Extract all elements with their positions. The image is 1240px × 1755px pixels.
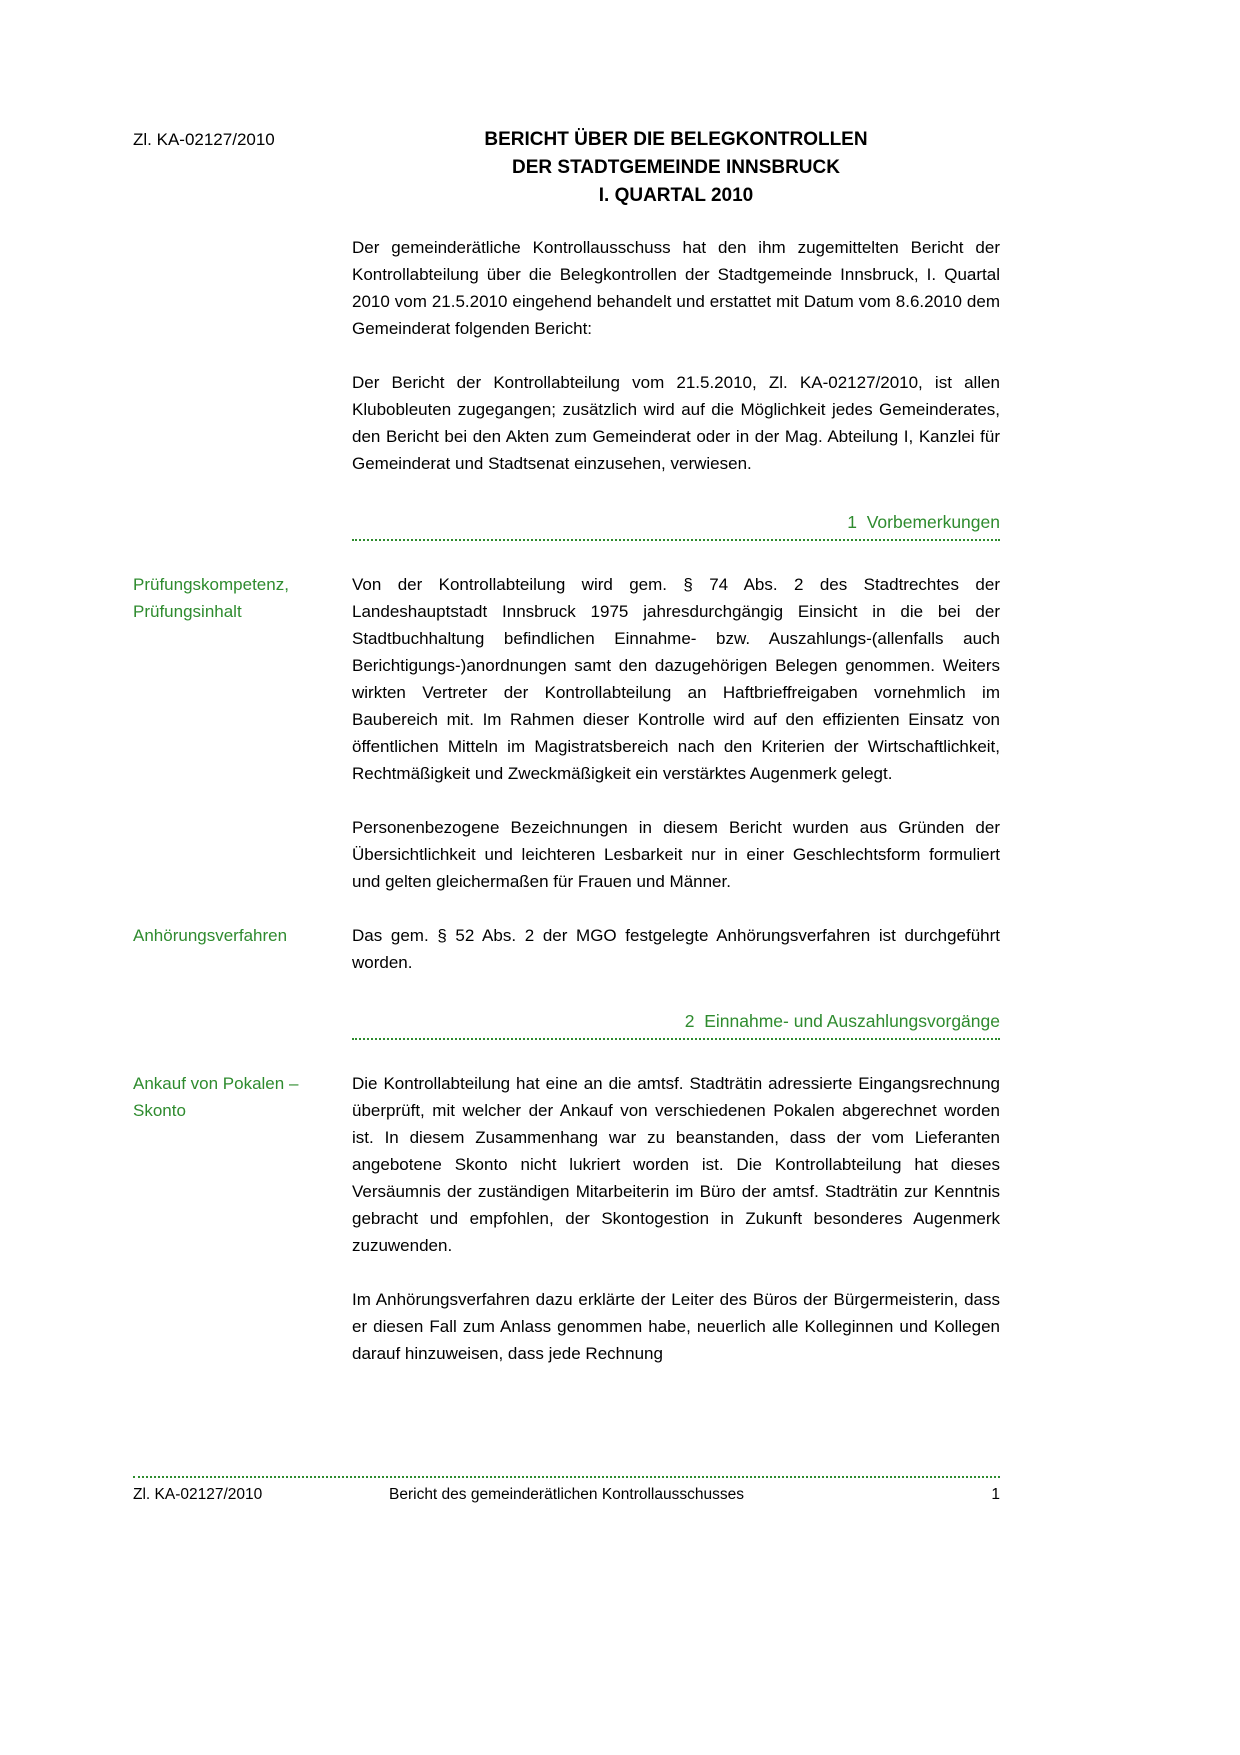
report-title-line-2: DER STADTGEMEINDE INNSBRUCK <box>512 157 840 178</box>
paragraph: Der Bericht der Kontrollabteilung vom 21.5.2010, Zl. KA-02127/2010, ist allen Klubobleuten zugegangen; zusätzlich wird auf die Möglichkeit jedes Gemeinderates, den Bericht bei den Akten zum Gemeinderat oder in der Mag. Abteilung I, Kanzlei für Gemeinderat und Stadtsenat einzusehen, verwiesen. <box>352 373 1000 473</box>
report-title-line-1: BERICHT ÜBER DIE BELEGKONTROLLEN <box>484 129 868 150</box>
section-heading-1: 1 Vorbemerkungen <box>352 510 1000 541</box>
report-title <box>352 126 1000 210</box>
footer-page-number: 1 <box>991 1486 1000 1503</box>
paragraph: Die Kontrollabteilung hat eine an die amtsf. Stadträtin adressierte Eingangsrechnung überprüft, mit welcher der Ankauf von verschiedenen Pokalen abgerechnet worden ist. In diesem Zusammenhang war zu beanstanden, dass der vom Lieferanten angebotene Skonto nicht lukriert worden ist. Die Kontrollabteilung hat dieses Versäumnis der zuständigen Mitarbeiterin im Büro der amtsf. Stadträtin zur Kenntnis gebracht und empfohlen, der Skontogestion in Zukunft besonderes Augenmerk zuzuwenden. <box>352 1074 1000 1255</box>
doc-number: Zl. KA-02127/2010 <box>133 130 275 149</box>
page-footer <box>133 1476 1000 1506</box>
margin-label-pruefungskompetenz: Prüfungskompetenz, Prüfungsinhalt <box>133 575 289 621</box>
paragraph: Das gem. § 52 Abs. 2 der MGO festgelegte Anhörungsverfahren ist durchgeführt worden. <box>352 926 1000 972</box>
section-heading-2: 2 Einnahme- und Auszahlungsvorgänge <box>352 1009 1000 1040</box>
paragraph: Der gemeinderätliche Kontrollausschuss hat den ihm zugemittelten Bericht der Kontrollabteilung über die Belegkontrollen der Stadtgemeinde Innsbruck, I. Quartal 2010 vom 21.5.2010 eingehend behandelt und erstattet mit Datum vom 8.6.2010 dem Gemeinderat folgenden Bericht: <box>352 238 1000 338</box>
paragraph: Von der Kontrollabteilung wird gem. § 74 Abs. 2 des Stadtrechtes der Landeshauptstadt Innsbruck 1975 jahresdurchgängig Einsicht in die bei der Stadtbuchhaltung befindlichen Einnahme- bzw. Auszahlungs-(allenfalls auch Berichtigungs-)anordnungen samt den dazugehörigen Belegen genommen. Weiters wirkten Vertreter der Kontrollabteilung an Haftbrieffreigaben vornehmlich im Baubereich mit. Im Rahmen dieser Kontrolle wird auf den effizienten Einsatz von öffentlichen Mitteln im Magistratsbereich nach den Kriterien der Wirtschaftlichkeit, Rechtmäßigkeit und Zweckmäßigkeit ein verstärktes Augenmerk gelegt. <box>352 575 1000 783</box>
footer-report-name: Bericht des gemeinderätlichen Kontrollausschusses <box>389 1486 744 1503</box>
section1-block1-paragraphs <box>352 571 1000 922</box>
document-body <box>133 234 1000 1394</box>
page-header <box>133 126 1000 210</box>
margin-label-anhoerungsverfahren: Anhörungsverfahren <box>133 926 288 945</box>
paragraph: Personenbezogene Bezeichnungen in diesem Bericht wurden aus Gründen der Übersichtlichkeit und leichteren Lesbarkeit nur in einer Geschlechtsform formuliert und gelten gleichermaßen für Frauen und Männer. <box>352 818 1000 891</box>
section2-block1 <box>133 1070 1000 1394</box>
margin-label-ankauf-von-pokalen: Ankauf von Pokalen – Skonto <box>133 1074 299 1120</box>
intro-label-spacer <box>133 234 352 504</box>
intro-block <box>133 234 1000 504</box>
intro-paragraphs <box>352 234 1000 504</box>
report-title-line-3: I. QUARTAL 2010 <box>598 185 754 206</box>
section2-block1-paragraphs <box>352 1070 1000 1394</box>
section1-block2 <box>133 922 1000 1003</box>
paragraph: Im Anhörungsverfahren dazu erklärte der Leiter des Büros der Bürgermeisterin, dass er diesen Fall zum Anlass genommen habe, neuerlich alle Kolleginnen und Kollegen darauf hinzuweisen, dass jede Rechnung <box>352 1290 1000 1363</box>
section1-block2-paragraphs <box>352 922 1000 1003</box>
section1-block1 <box>133 571 1000 922</box>
footer-doc-number: Zl. KA-02127/2010 <box>133 1486 263 1503</box>
